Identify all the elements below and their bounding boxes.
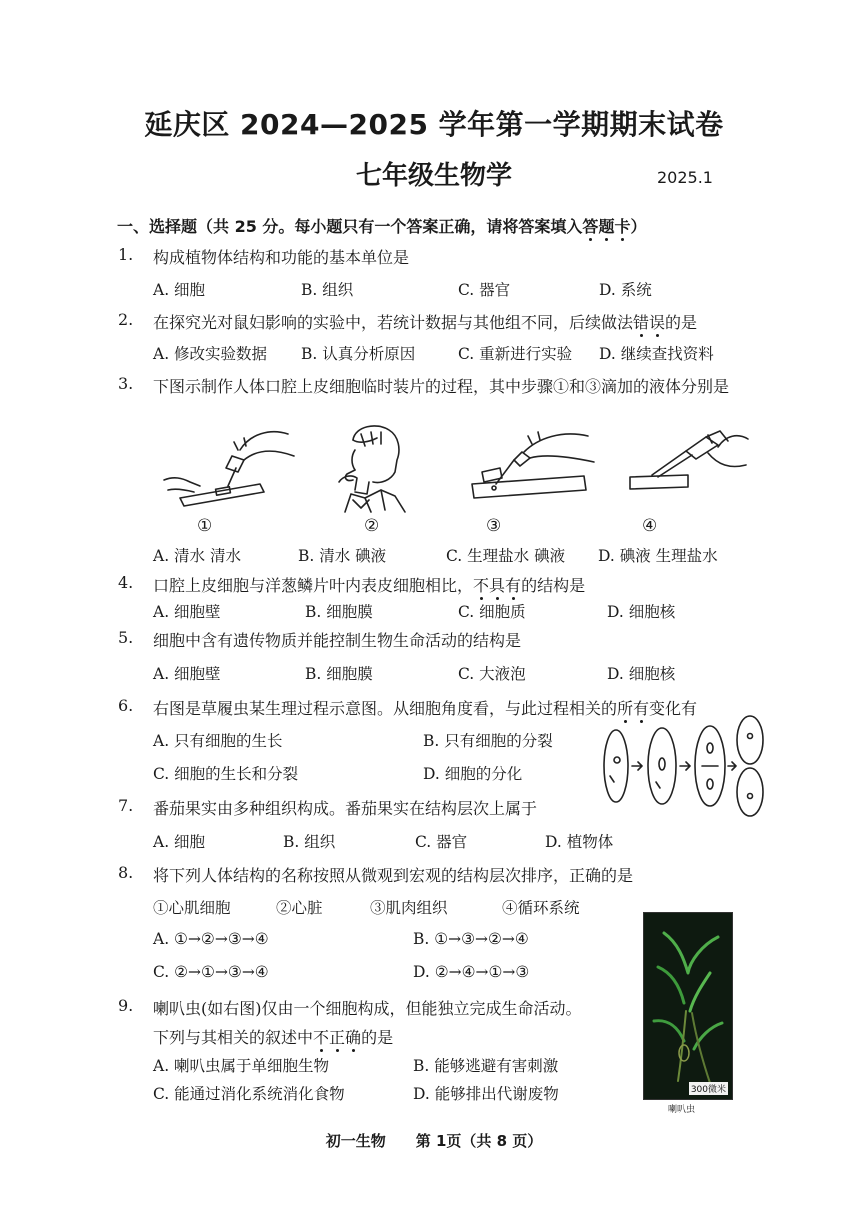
question-9-text: 喇叭虫(如右图)仅由一个细胞构成，但能独立完成生命活动。 [153, 999, 582, 1018]
figure-label-2: ② [364, 516, 380, 536]
q8-item-3: ③肌肉组织 [370, 899, 448, 917]
q9-option-a[interactable]: A. 喇叭虫属于单细胞生物 [153, 1057, 330, 1075]
q9-option-d[interactable]: D. 能够排出代谢废物 [413, 1085, 559, 1103]
q4-option-d[interactable]: D. 细胞核 [607, 603, 676, 621]
q2-text-a: 在探究光对鼠妇影响的实验中，若统计数据与其他组不同，后续做法 [153, 313, 634, 332]
q3-option-c[interactable]: C. 生理盐水 碘液 [446, 547, 566, 565]
photo-caption: 喇叭虫 [668, 1105, 696, 1115]
q8-option-d[interactable]: D. ②→④→①→③ [413, 963, 530, 981]
step-3-drawing [458, 418, 598, 510]
question-3-number: 3. [118, 374, 134, 393]
q7-option-d[interactable]: D. 植物体 [545, 833, 614, 851]
q3-option-b[interactable]: B. 清水 碘液 [298, 547, 387, 565]
question-6-number: 6. [118, 696, 134, 715]
section-heading-end: ） [630, 217, 647, 236]
emphasis-char: 误 [649, 313, 666, 332]
question-5-number: 5. [118, 628, 134, 647]
q4-text-b: 的结构是 [521, 576, 586, 595]
q4-text-a: 口腔上皮细胞与洋葱鳞片叶内表皮细胞相比， [153, 576, 474, 595]
figure-label-4: ④ [642, 516, 658, 536]
q8-option-a[interactable]: A. ①→②→③→④ [153, 930, 269, 948]
q8-option-c[interactable]: C. ②→①→③→④ [153, 963, 269, 981]
question-9-number: 9. [118, 996, 134, 1015]
emphasis-char: 确 [345, 1028, 362, 1047]
scale-bar-label: 300微米 [689, 1082, 728, 1095]
exam-title: 延庆区 2024—2025 学年第一学期期末试卷 [144, 108, 724, 141]
q9-emphasis [313, 1028, 361, 1047]
page-footer: 初一生物 第 1页（共 8 页） [325, 1132, 543, 1150]
question-2-text [153, 310, 697, 333]
q8-item-1: ①心肌细胞 [153, 899, 231, 917]
emphasis-char: 正 [329, 1028, 346, 1047]
question-4-number: 4. [118, 573, 134, 592]
q9-text-a: 下列与其相关的叙述中 [153, 1028, 314, 1047]
q2-option-a[interactable]: A. 修改实验数据 [153, 345, 268, 363]
section-heading-text: 一、选择题（共 25 分。每小题只有一个答案正确，请将答案填入 [117, 217, 583, 236]
emphasis-char: 答 [582, 217, 599, 236]
section-heading-emphasis [582, 217, 630, 236]
question-7-number: 7. [118, 796, 134, 815]
question-1-number: 1. [118, 245, 134, 264]
question-1-text: 构成植物体结构和功能的基本单位是 [153, 248, 410, 267]
q5-option-c[interactable]: C. 大液泡 [458, 665, 526, 683]
q2-emphasis [633, 313, 665, 332]
step-2-drawing [325, 420, 415, 515]
q6-text-a: 右图是草履虫某生理过程示意图。从细胞角度看，与此过程相关的 [153, 699, 618, 718]
q2-text-b: 的是 [665, 313, 698, 332]
figure-label-1: ① [197, 516, 213, 536]
q1-option-c[interactable]: C. 器官 [458, 281, 511, 299]
q9-option-b[interactable]: B. 能够逃避有害刺激 [413, 1057, 559, 1075]
q9-option-c[interactable]: C. 能通过消化系统消化食物 [153, 1085, 345, 1103]
question-4-text [153, 573, 585, 596]
question-5-text: 细胞中含有遗传物质并能控制生物生命活动的结构是 [153, 631, 522, 650]
emphasis-char: 不 [473, 576, 490, 595]
q6-option-d[interactable]: D. 细胞的分化 [423, 765, 523, 783]
q2-option-c[interactable]: C. 重新进行实验 [458, 345, 573, 363]
section-heading [117, 214, 646, 237]
q3-option-a[interactable]: A. 清水 清水 [153, 547, 241, 565]
emphasis-char: 有 [505, 576, 522, 595]
q4-emphasis [473, 576, 521, 595]
q6-option-a[interactable]: A. 只有细胞的生长 [153, 732, 283, 750]
stentor-illustration [644, 913, 732, 1099]
stentor-photo [643, 912, 733, 1100]
q4-option-a[interactable]: A. 细胞壁 [153, 603, 221, 621]
q6-text-b: 变化有 [649, 699, 698, 718]
emphasis-char: 有 [633, 699, 650, 718]
q8-item-4: ④循环系统 [502, 899, 580, 917]
q7-option-a[interactable]: A. 细胞 [153, 833, 206, 851]
question-8-text: 将下列人体结构的名称按照从微观到宏观的结构层次排序，正确的是 [153, 866, 634, 885]
q2-option-d[interactable]: D. 继续查找资料 [599, 345, 714, 363]
q2-option-b[interactable]: B. 认真分析原因 [301, 345, 416, 363]
step-4-drawing [622, 425, 752, 510]
figure-label-3: ③ [486, 516, 502, 536]
q5-option-d[interactable]: D. 细胞核 [607, 665, 676, 683]
emphasis-char: 卡 [614, 217, 631, 236]
q6-option-b[interactable]: B. 只有细胞的分裂 [423, 732, 553, 750]
q9-text-b: 的是 [361, 1028, 394, 1047]
q1-option-b[interactable]: B. 组织 [301, 281, 354, 299]
q8-item-2: ②心脏 [276, 899, 323, 917]
q5-option-b[interactable]: B. 细胞膜 [305, 665, 373, 683]
emphasis-char: 所 [617, 699, 634, 718]
q1-option-a[interactable]: A. 细胞 [153, 281, 206, 299]
paramecium-division-figure [598, 716, 768, 816]
question-8-number: 8. [118, 863, 134, 882]
q6-option-c[interactable]: C. 细胞的生长和分裂 [153, 765, 299, 783]
emphasis-char: 错 [633, 313, 650, 332]
emphasis-char: 题 [598, 217, 615, 236]
exam-date: 2025.1 [657, 168, 713, 187]
step-1-drawing [160, 420, 300, 510]
q1-option-d[interactable]: D. 系统 [599, 281, 652, 299]
q7-option-c[interactable]: C. 器官 [415, 833, 468, 851]
question-7-text: 番茄果实由多种组织构成。番茄果实在结构层次上属于 [153, 799, 538, 818]
emphasis-char: 具 [489, 576, 506, 595]
q4-option-b[interactable]: B. 细胞膜 [305, 603, 373, 621]
question-9-text-line-2 [153, 1025, 393, 1048]
emphasis-char: 不 [313, 1028, 330, 1047]
question-2-number: 2. [118, 310, 134, 329]
q3-option-d[interactable]: D. 碘液 生理盐水 [598, 547, 718, 565]
q5-option-a[interactable]: A. 细胞壁 [153, 665, 221, 683]
q8-option-b[interactable]: B. ①→③→②→④ [413, 930, 529, 948]
q4-option-c[interactable]: C. 细胞质 [458, 603, 526, 621]
exam-subtitle: 七年级生物学 [355, 161, 512, 191]
question-3-text: 下图示制作人体口腔上皮细胞临时装片的过程，其中步骤①和③滴加的液体分别是 [153, 377, 730, 396]
q7-option-b[interactable]: B. 组织 [283, 833, 336, 851]
